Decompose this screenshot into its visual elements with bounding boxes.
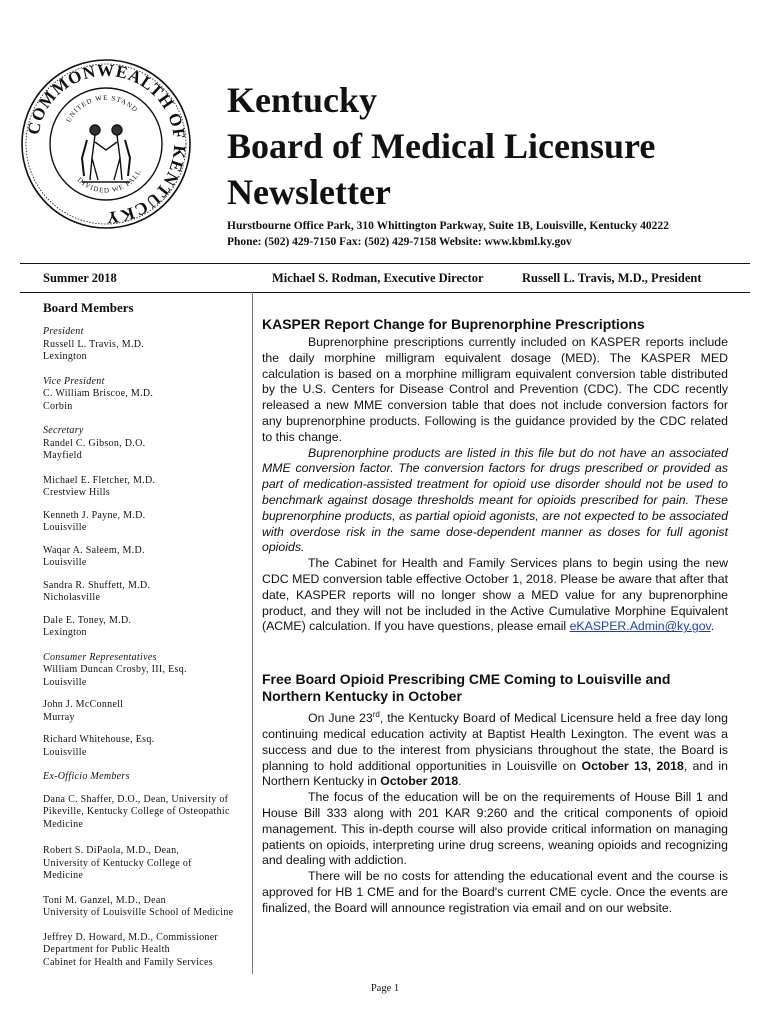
board-member xyxy=(43,734,243,759)
board-members-title: Board Members xyxy=(43,300,134,315)
member-detail: Louisville xyxy=(43,557,87,568)
member-detail: Louisville xyxy=(43,522,87,533)
meta-divider xyxy=(20,292,750,293)
member-detail: Pikeville, Kentucky College of Osteopathic xyxy=(43,806,230,817)
member-name: Robert S. DiPaola, M.D., Dean, xyxy=(43,845,180,856)
kasper-paragraph-3-end: . xyxy=(710,619,715,634)
member-name: Kenneth J. Payne, M.D. xyxy=(43,509,146,521)
board-member xyxy=(43,425,243,463)
member-detail: University of Kentucky College of xyxy=(43,857,192,869)
kasper-paragraph-3 xyxy=(262,556,728,635)
member-detail: Mayfield xyxy=(43,450,83,461)
seal-ring-text: COMMONWEALTH OF KENTUCKY xyxy=(23,60,190,228)
executive-director: Michael S. Rodman, Executive Director xyxy=(272,271,484,285)
board-members-sidebar xyxy=(43,300,243,972)
member-name: Jeffrey D. Howard, M.D., Commissioner xyxy=(43,931,219,943)
cme-article-heading: Free Board Opioid Prescribing CME Coming to Louisville and Northern Kentucky in October xyxy=(262,671,671,705)
member-detail: Medicine xyxy=(43,870,84,881)
board-member xyxy=(43,895,243,920)
board-member xyxy=(43,615,243,640)
board-member xyxy=(43,475,243,500)
member-role: President xyxy=(43,326,84,337)
cme-p1-d: . xyxy=(458,774,462,789)
svg-text:COMMONWEALTH OF KENTUCKY xyxy=(24,61,190,227)
board-member xyxy=(43,580,243,605)
newsletter-title-line-3: Newsletter xyxy=(227,172,391,212)
cme-paragraph-1 xyxy=(262,707,728,790)
page-number: Page 1 xyxy=(370,983,400,994)
member-name: C. William Briscoe, M.D. xyxy=(43,388,154,399)
member-detail: Lexington xyxy=(43,627,87,638)
member-detail: Murray xyxy=(43,711,75,723)
board-member xyxy=(43,545,243,570)
board-member xyxy=(43,771,243,784)
cme-p1-c: , and in Northern Kentucky in xyxy=(262,758,728,789)
contact-line: Phone: (502) 429-7150 Fax: (502) 429-7158 Website: www.kbml.ky.gov xyxy=(227,236,572,248)
member-detail: Nicholasville xyxy=(43,592,101,603)
board-president: Russell L. Travis, M.D., President xyxy=(522,271,702,285)
board-member xyxy=(43,652,243,690)
member-detail: Cabinet for Health and Family Services xyxy=(43,956,213,968)
member-role: Ex-Officio Members xyxy=(43,771,130,782)
newsletter-title-line-1: Kentucky xyxy=(227,80,378,120)
kasper-article-heading: KASPER Report Change for Buprenorphine Prescriptions xyxy=(262,316,645,332)
member-name: Michael E. Fletcher, M.D. xyxy=(43,474,156,486)
member-detail: Medicine xyxy=(43,818,84,830)
office-address: Hurstbourne Office Park, 310 Whittington Parkway, Suite 1B, Louisville, Kentucky 40222 xyxy=(227,220,669,232)
member-role: Vice President xyxy=(43,375,105,387)
board-member xyxy=(43,510,243,535)
board-member xyxy=(43,376,243,414)
member-name: John J. McConnell xyxy=(43,699,124,710)
issue-season: Summer 2018 xyxy=(43,271,117,285)
member-role: Secretary xyxy=(43,425,84,436)
member-name: Sandra R. Shuffett, M.D. xyxy=(43,579,151,591)
kasper-email-link[interactable]: eKASPER.Admin@ky.gov xyxy=(569,619,711,634)
kasper-paragraph-3-text: The Cabinet for Health and Family Services plans to begin using the new CDC MED conversion table effective October 1, 2018. Please be aware that after that date, KASPER reports will no longer show a MED value for any buprenorphine product, and they will not be included in the Active Cumulative Morphine Equivalent (ACME) calculation. If you have questions, please email xyxy=(262,556,728,634)
board-member xyxy=(43,794,243,832)
cme-date-louisville: October 13, 2018 xyxy=(581,758,684,773)
kasper-paragraph-1: Buprenorphine prescriptions currently included on KASPER reports include the daily morphine milligram equivalent dosage (MED). The KASPER MED calculation is based on a morphine milligram equivalent conversion table distributed by the U.S. Centers for Disease Control and Prevention (CDC). The CDC recently released a new MME conversion table that does not include conversion factors for any buprenorphine products. Following is the guidance provided by the CDC related to this change. xyxy=(262,335,728,444)
member-detail: Lexington xyxy=(43,351,87,362)
member-detail: University of Louisville School of Medicine xyxy=(43,907,234,918)
seal-motto-bottom: DIVIDED WE FALL xyxy=(75,168,144,195)
cme-p1-a: On June 23 xyxy=(308,711,373,726)
seal-motto-top: UNITED WE STAND xyxy=(64,93,140,124)
member-detail: Crestview Hills xyxy=(43,487,110,498)
cme-paragraph-3: There will be no costs for attending the educational event and the course is approved for HB 1 CME and for the Board's current CME cycle. Once the events are finalized, the Board will announce registration via email and on our website. xyxy=(262,869,728,915)
main-column xyxy=(262,316,728,917)
cme-paragraph-2: The focus of the education will be on the requirements of House Bill 1 and House Bill 333 along with 201 KAR 9:260 and the critical components of opioid management. This in-depth course will also provide critical information on managing patients on opioids, interpreting urine drug screens, weaning opioids and recognizing and dealing with addiction. xyxy=(262,790,728,868)
board-member xyxy=(43,845,243,883)
member-name: Dana C. Shaffer, D.O., Dean, University of xyxy=(43,793,229,805)
member-name: Waqar A. Saleem, M.D. xyxy=(43,544,145,556)
column-divider xyxy=(252,292,253,974)
cme-date-northern-ky: October 2018 xyxy=(380,774,459,789)
kasper-cdc-guidance: Buprenorphine products are listed in this file but do not have an associated MME conversion factor. The conversion factors for drugs prescribed or provided as part of medication-assisted treatment for opioid use disorder should not be used to benchmark against dosage thresholds meant for opioids prescribed for pain. These buprenorphine products, as partial opioid agonists, are not expected to be associated with overdose risk in the same dose-dependent manner as doses for full agonist opioids. xyxy=(262,445,728,555)
member-name: William Duncan Crosby, III, Esq. xyxy=(43,664,187,675)
board-member xyxy=(43,326,243,364)
top-divider xyxy=(20,263,750,264)
member-name: Dale E. Toney, M.D. xyxy=(43,614,132,626)
member-list xyxy=(43,326,243,969)
member-detail: Corbin xyxy=(43,400,73,412)
member-detail: Louisville xyxy=(43,676,87,688)
member-name: Richard Whitehouse, Esq. xyxy=(43,734,155,745)
member-detail: Department for Public Health xyxy=(43,944,170,955)
member-role: Consumer Representatives xyxy=(43,651,157,663)
member-name: Russell L. Travis, M.D. xyxy=(43,338,145,350)
member-name: Randel C. Gibson, D.O. xyxy=(43,437,146,449)
kentucky-seal-icon xyxy=(20,58,192,230)
svg-text:UNITED WE STAND xyxy=(64,94,139,124)
board-member xyxy=(43,699,243,724)
cme-p1-sup: rd xyxy=(372,710,380,720)
member-detail: Louisville xyxy=(43,746,87,758)
newsletter-title-line-2: Board of Medical Licensure xyxy=(227,126,656,166)
member-name: Toni M. Ganzel, M.D., Dean xyxy=(43,894,166,906)
cme-p1-b: , the Kentucky Board of Medical Licensure held a free day long continuing medical education activity at Baptist Health Lexington. The event was a success and due to the interest from physicians throughout the state, the Board is planning to hold additional opportunities in Louisville on xyxy=(262,711,728,773)
board-member xyxy=(43,932,243,970)
